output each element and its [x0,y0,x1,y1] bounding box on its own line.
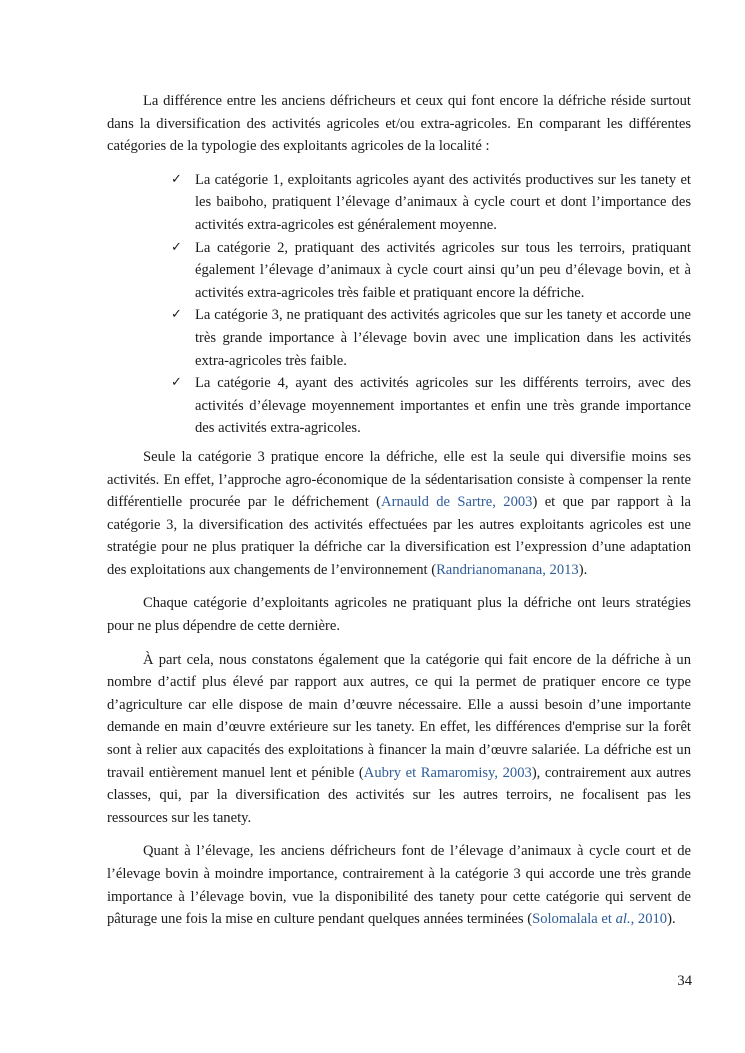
paragraph-livestock [107,840,691,930]
checkmark-icon: ✓ [171,307,182,323]
category-list [107,169,691,440]
paragraph-workforce [107,649,691,830]
paragraph-text: À part cela, nous constatons également que la catégorie qui fait encore de la défriche à un nombre d’actif plus élevé par rapport aux autres, ce qui la permet de pratiquer encore ce type d’agriculture car elle dispose de main d’œuvre nécessaire. Elle a aussi besoin d’une importante demande en main d’œuvre extérieure sur les tanety. En effet, les différences d'emprise sur la forêt sont à relier aux capacités des exploitations à financer la main d’œuvre salariée. La défriche est un travail entièrement manuel lent et pénible ( [107,651,691,781]
paragraph-text: Seule la catégorie 3 pratique encore la défriche, elle est la seule qui diversifie moins ses activités. En effet, l’approche agro-économique de la sédentarisation consiste à compenser la rente différentielle procurée par le défrichement ( [107,448,691,511]
paragraph-intro: La différence entre les anciens défricheurs et ceux qui font encore la défriche réside surtout dans la diversification des activités agricoles et/ou extra-agricoles. En comparant les différentes catégories de la typologie des exploitants agricoles de la localité : [107,93,691,155]
list-item-text: La catégorie 2, pratiquant des activités agricoles sur tous les terroirs, pratiquant également l’élevage d’animaux à cycle court ainsi qu’un peu d’élevage bovin, et à activités extra-agricoles très faible et pratiquant encore la défriche. [195,239,691,301]
paragraph-category-3 [107,446,691,582]
paragraph-text: ). [667,911,676,928]
checkmark-icon: ✓ [171,171,182,187]
paragraph-text: ), contrairement aux autres classes, qui, par la diversification des activités sur les autres terroirs, ne focalisent pas les ressources sur les tanety. [107,764,691,826]
paragraph-strategies: Chaque catégorie d’exploitants agricoles ne pratiquant plus la défriche ont leurs stratégies pour ne plus dépendre de cette dernière. [107,595,691,635]
paragraph-text: Quant à l’élevage, les anciens défricheurs font de l’élevage d’animaux à cycle court et de l’élevage bovin à moindre importance, contrairement à la catégorie 3 qui accorde une très grande importance à l’élevage bovin, vue la disponibilité des tanety pour cette catégorie qui servent de pâturage une fois la mise en culture pendant quelques années terminées ( [107,843,691,928]
citation-link[interactable]: Randrianomanana, 2013 [436,561,579,578]
list-item [171,169,691,237]
citation-link[interactable] [532,911,667,927]
list-item [171,237,691,305]
list-item-text: La catégorie 4, ayant des activités agricoles sur les différents terroirs, avec des activités d’élevage moyennement importantes et enfin une très grande importance des activités extra-agricoles. [195,375,691,437]
body-text [107,90,691,942]
citation-author: Solomalala et [532,911,616,928]
paragraph-text: ). [578,561,588,578]
checkmark-icon: ✓ [171,375,182,391]
list-item-text: La catégorie 3, ne pratiquant des activités agricoles que sur les tanety et accorde une très grande importance à l’élevage bovin avec une implication dans les activités extra-agricoles très faible. [195,307,691,369]
list-item [171,304,691,372]
checkmark-icon: ✓ [171,239,182,255]
list-item-text: La catégorie 1, exploitants agricoles ayant des activités productives sur les tanety et les baiboho, pratiquent l’élevage d’animaux à cycle court et dont l’importance des activités extra-agricoles est généralement moyenne. [195,171,691,233]
citation-link[interactable]: Arnauld de Sartre, 2003 [381,494,533,511]
paragraph-text: ) et que par rapport à la catégorie 3, la diversification des activités effectuées par les autres exploitants agricoles est une stratégie pour ne plus pratiquer la défriche car la diversification est l’expression d’une adaptation des exploitations aux changements de l’environnement ( [107,494,691,578]
citation-link[interactable]: Aubry et Ramaromisy, 2003 [363,764,532,781]
citation-etal: al., [615,911,635,928]
citation-year: 2010 [634,911,668,928]
page-number: 34 [677,973,692,989]
list-item [171,372,691,440]
